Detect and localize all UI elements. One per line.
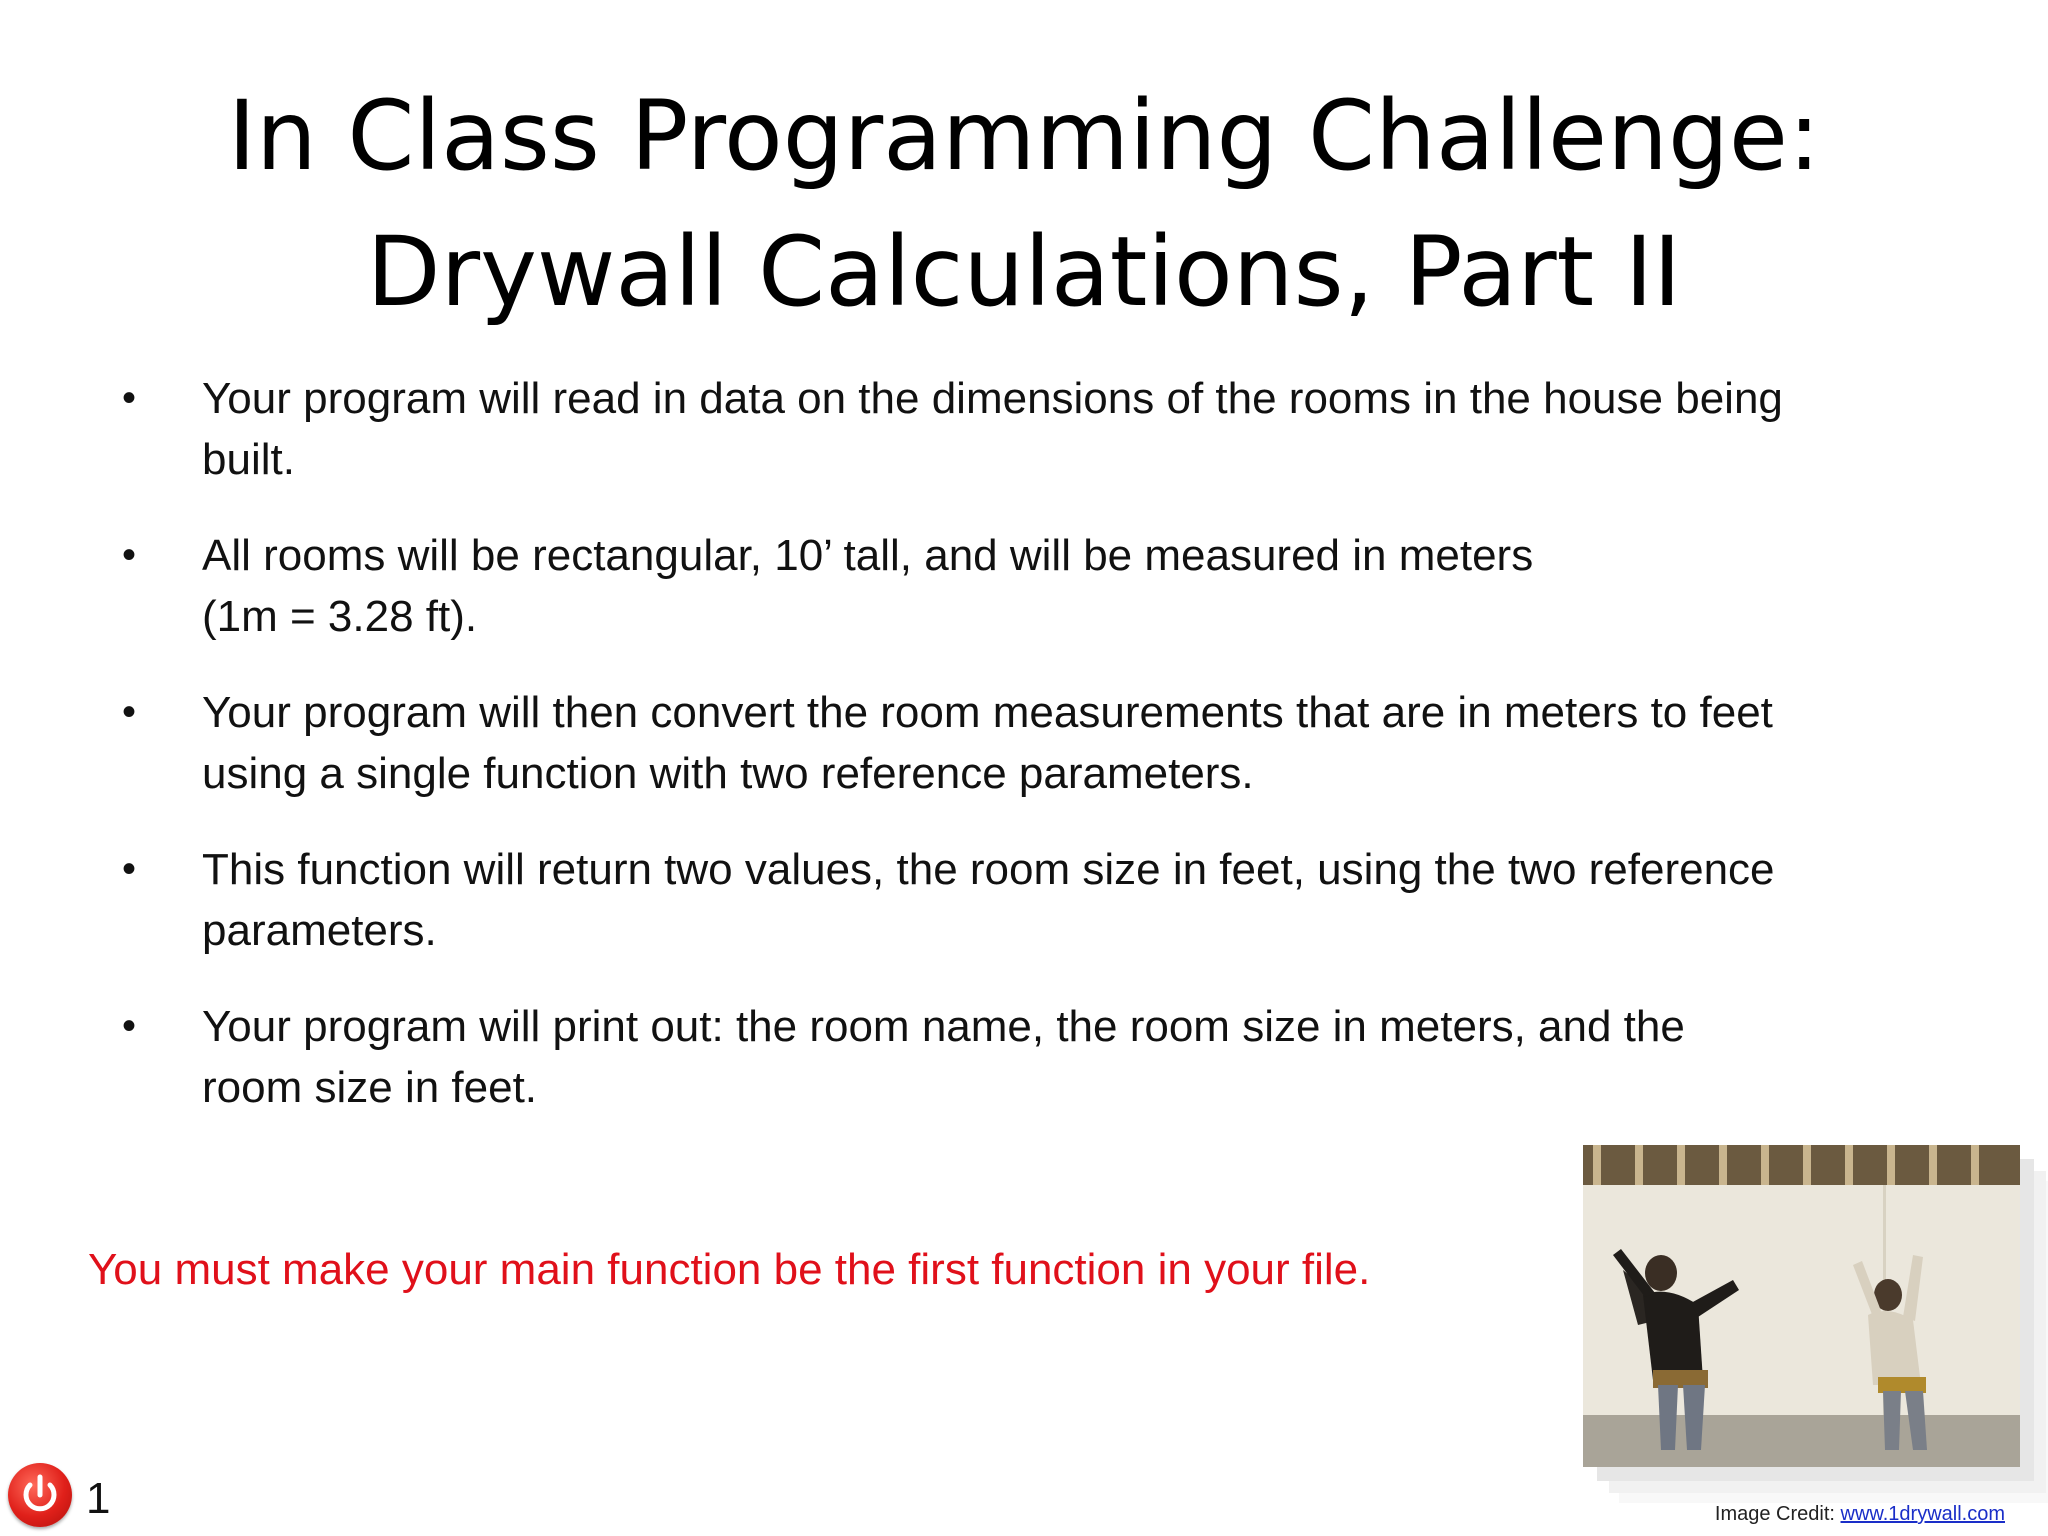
image-credit [1715,1503,2005,1526]
list-item [118,682,1938,804]
power-button[interactable] [8,1463,72,1527]
title-line-2: Drywall Calculations, Part II [366,216,1682,328]
drywall-photo [1583,1145,2020,1467]
list-item [118,839,1938,961]
bullet-line-1: Your program will then convert the room measurements that are in meters to feet [202,688,1773,737]
list-item [118,525,1938,647]
power-icon [8,1463,72,1527]
title-line-1: In Class Programming Challenge: [227,80,1821,192]
bullet-line-1: Your program will read in data on the dimensions of the rooms in the house being [202,374,1783,423]
bullet-marker: • [122,847,137,891]
bullet-marker: • [122,533,137,577]
image-credit-link[interactable]: www.1drywall.com [1840,1503,2005,1525]
slide-title [0,68,2048,340]
list-item [118,996,1938,1118]
slide-number: 1 [86,1474,111,1523]
bullet-line-1: Your program will print out: the room name, the room size in meters, and the [202,1002,1685,1051]
bullet-marker: • [122,690,137,734]
main-function-warning: You must make your main function be the first function in your file. [88,1245,1371,1294]
bullet-marker: • [122,376,137,420]
bullet-marker: • [122,1004,137,1048]
bullet-line-1: This function will return two values, the room size in feet, using the two reference [202,845,1775,894]
image-credit-label: Image Credit: [1714,1503,1841,1525]
bullet-list [118,368,1938,1153]
list-item [118,368,1938,490]
drywall-workers-image [1583,1145,2020,1467]
bullet-line-2: using a single function with two reference parameters. [202,749,1254,798]
bullet-line-2: parameters. [202,906,437,955]
bullet-line-2: room size in feet. [202,1063,538,1112]
bullet-line-2: (1m = 3.28 ft). [202,592,478,641]
bullet-line-2: built. [202,435,295,484]
bullet-line-1: All rooms will be rectangular, 10’ tall, and will be measured in meters [202,531,1534,580]
